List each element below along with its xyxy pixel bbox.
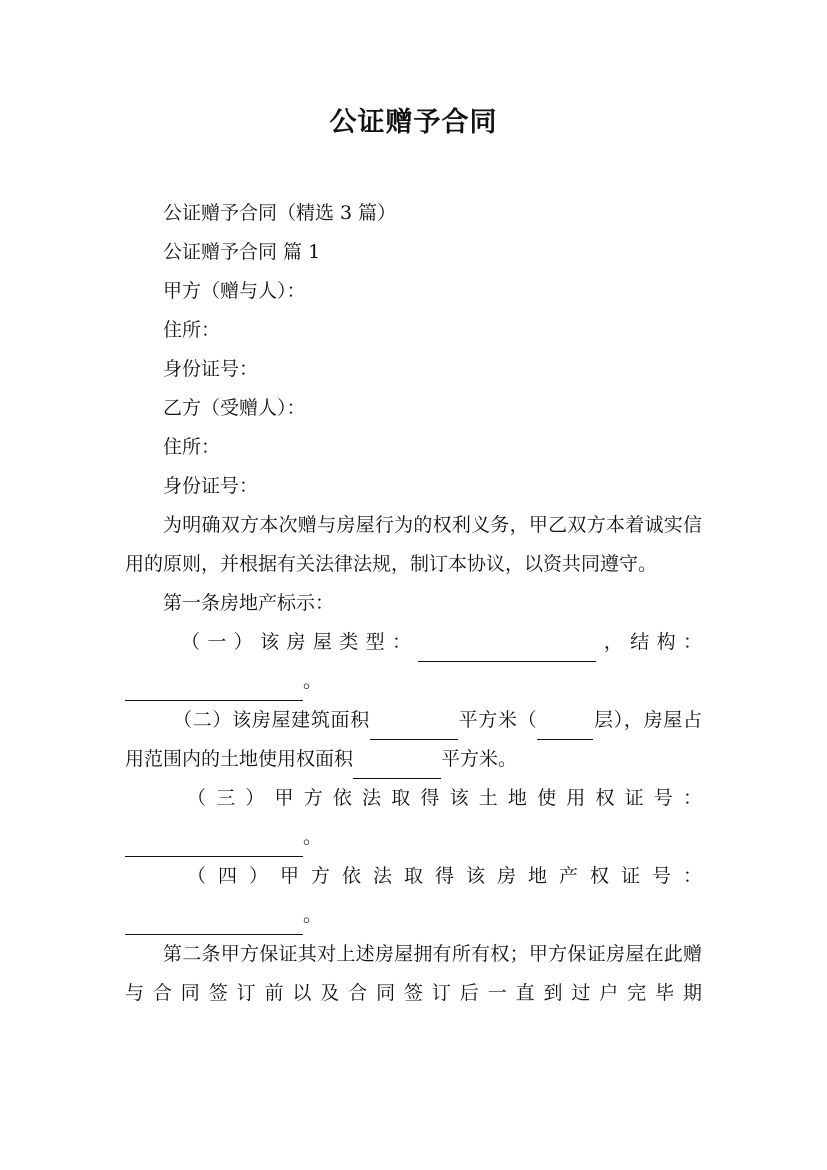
item-2-end: 平方米。 [441, 748, 518, 770]
item-1-structure-label: ，结构： [596, 631, 702, 653]
article-1-item-2 [125, 701, 702, 779]
paragraph-party-b-id: 身份证号： [163, 475, 259, 497]
blank-land-area [353, 756, 441, 779]
paragraph-section-heading: 公证赠予合同 篇 1 [163, 241, 321, 263]
paragraph-party-a: 甲方（赠与人）： [163, 280, 306, 302]
document-title: 公证赠予合同 [329, 107, 498, 138]
item-2-land-label: 层），房屋占用范围内的土地使用权面积 [125, 709, 702, 770]
paragraph-party-a-id: 身份证号： [163, 358, 259, 380]
blank-house-type [418, 639, 596, 662]
paragraph-party-a-address: 住所： [163, 319, 221, 341]
article-1-item-3-line-2 [125, 818, 702, 857]
paragraph-party-b: 乙方（受赠人）： [163, 397, 306, 419]
article-1-heading: 第一条房地产标示： [163, 592, 335, 614]
item-3-label: （三）甲方依法取得该土地使用权证号： [187, 787, 702, 809]
blank-land-cert-no [125, 834, 303, 857]
article-1-item-1-line-2 [125, 662, 702, 701]
article-1-item-4-line-2 [125, 896, 702, 935]
document-body [125, 194, 702, 1013]
item-1-label: （一）该房屋类型： [181, 631, 419, 653]
blank-property-cert-no [125, 912, 303, 935]
paragraph-party-b-address: 住所： [163, 436, 221, 458]
article-1-item-1-line-1 [125, 623, 702, 662]
article-1-item-4-line-1 [125, 857, 702, 896]
article-2: 第二条甲方保证其对上述房屋拥有所有权；甲方保证房屋在此赠与合同签订前以及合同签订后一直到过户完毕期 [125, 943, 702, 1004]
blank-floor [537, 717, 593, 740]
item-4-end: 。 [303, 904, 323, 926]
item-2-unit: 平方米（ [457, 709, 538, 731]
blank-structure [125, 678, 303, 701]
blank-building-area [370, 717, 458, 740]
item-4-label: （四）甲方依法取得该房地产权证号： [187, 865, 702, 887]
article-1-item-3-line-1 [125, 779, 702, 818]
paragraph-purpose: 为明确双方本次赠与房屋行为的权利义务，甲乙双方本着诚实信用的原则，并根据有关法律法规，制订本协议，以资共同遵守。 [125, 514, 702, 575]
paragraph-subtitle: 公证赠予合同（精选 3 篇） [163, 202, 397, 224]
item-3-end: 。 [303, 826, 323, 848]
item-2-label: （二）该房屋建筑面积 [173, 709, 370, 731]
item-1-end: 。 [303, 670, 323, 692]
